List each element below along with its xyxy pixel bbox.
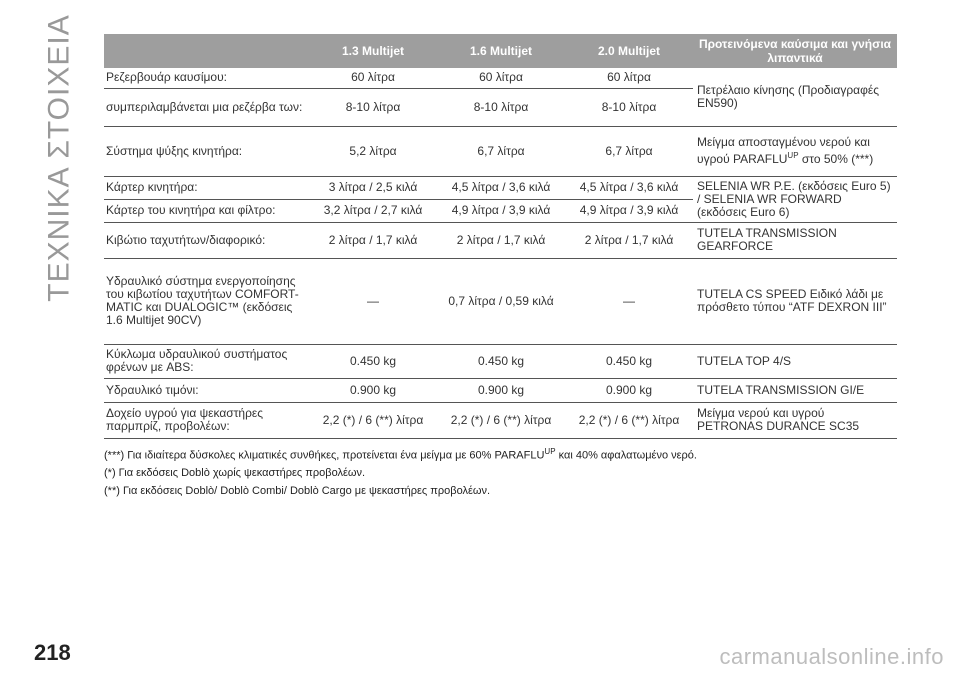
row-label: Κάρτερ του κινητήρα και φίλτρο: (104, 199, 309, 222)
value-1-6: 0,7 λίτρα / 0,59 κιλά (437, 258, 565, 344)
value-2-0: 6,7 λίτρα (565, 126, 693, 176)
table-row (104, 176, 897, 199)
row-label: Σύστημα ψύξης κινητήρα: (104, 126, 309, 176)
value-2-0: 0.900 kg (565, 378, 693, 402)
footnote-double-star: (**) Για εκδόσεις Doblò/ Doblò Combi/ Doblò Cargo με ψεκαστήρες προβολέων. (104, 485, 491, 498)
row-label: Κύκλωμα υδραυλικού συστήματος φρένων με ABS: (104, 344, 309, 378)
row-label: Ρεζερβουάρ καυσίμου: (104, 68, 309, 88)
row-label: Υδραυλικό τιμόνι: (104, 378, 309, 402)
header-blank (104, 34, 309, 68)
row-label: Κιβώτιο ταχυτήτων/διαφορικό: (104, 222, 309, 258)
footnote-1-ratio: και 40% αφαλατωμένο νερό. (555, 449, 697, 462)
value-1-6: 0.900 kg (437, 378, 565, 402)
value-1-3: 0.450 kg (309, 344, 437, 378)
value-1-6: 2 λίτρα / 1,7 κιλά (437, 222, 565, 258)
row-label: Υδραυλικό σύστημα ενεργοποίησης του κιβωτίου ταχυτήτων COMFORT-MATIC και DUALOGIC™ (εκδόσεις 1.6 Multijet 90CV) (104, 258, 309, 344)
table-row (104, 222, 897, 258)
page-number: 218 (34, 640, 71, 665)
value-1-6: 8-10 λίτρα (437, 88, 565, 126)
table-row (104, 344, 897, 378)
table-row (104, 258, 897, 344)
row-label: Κάρτερ κινητήρα: (104, 176, 309, 199)
value-2-0: 2 λίτρα / 1,7 κιλά (565, 222, 693, 258)
section-title-vertical (40, 13, 80, 302)
value-2-0: 4,5 λίτρα / 3,6 κιλά (565, 176, 693, 199)
value-1-3: 2 λίτρα / 1,7 κιλά (309, 222, 437, 258)
hydraulic-oil-spec: TUTELA CS SPEED Ειδικό λάδι με πρόσθετο τύπου “ATF DEXRON III” (693, 258, 897, 344)
steering-fluid-spec: TUTELA TRANSMISSION GI/E (693, 378, 897, 402)
brake-fluid-spec: TUTELA TOP 4/S (693, 344, 897, 378)
value-2-0: 2,2 (*) / 6 (**) λίτρα (565, 402, 693, 438)
value-1-3: 3 λίτρα / 2,5 κιλά (309, 176, 437, 199)
fuel-spec: Πετρέλαιο κίνησης (Προδιαγραφές EN590) (693, 68, 897, 126)
value-1-3: 3,2 λίτρα / 2,7 κιλά (309, 199, 437, 222)
coolant-spec-ratio: στο 50% (***) (798, 152, 874, 166)
paraflu-superscript: UP (787, 151, 799, 160)
footnotes (104, 443, 897, 501)
washer-fluid-spec: Μείγμα νερού και υγρού PETRONAS DURANCE SC35 (693, 402, 897, 438)
paraflu-superscript: UP (544, 446, 556, 456)
row-label: Δοχείο υγρού για ψεκαστήρες παρμπρίζ, προβολέων: (104, 402, 309, 438)
spec-content (104, 34, 897, 500)
value-1-6: 60 λίτρα (437, 68, 565, 88)
table-row (104, 378, 897, 402)
value-2-0: 0.450 kg (565, 344, 693, 378)
value-1-3: 8-10 λίτρα (309, 88, 437, 126)
value-1-6: 6,7 λίτρα (437, 126, 565, 176)
header-recommended-fuels: Προτεινόμενα καύσιμα και γνήσια λιπαντικά (693, 34, 897, 68)
table-row (104, 402, 897, 438)
value-1-6: 4,5 λίτρα / 3,6 κιλά (437, 176, 565, 199)
row-label: συμπεριλαμβάνεται μια ρεζέρβα των: (104, 88, 309, 126)
capacities-table (104, 34, 897, 439)
value-1-6: 4,9 λίτρα / 3,9 κιλά (437, 199, 565, 222)
engine-oil-spec: SELENIA WR P.E. (εκδόσεις Euro 5) / SELENIA WR FORWARD (εκδόσεις Euro 6) (693, 176, 897, 222)
coolant-spec-text: Μείγμα αποσταγμένου νερού και υγρού PARAFLU (697, 135, 870, 166)
value-2-0: — (565, 258, 693, 344)
value-2-0: 8-10 λίτρα (565, 88, 693, 126)
watermark: carmanualsonline.info (719, 644, 944, 669)
value-1-6: 0.450 kg (437, 344, 565, 378)
value-2-0: 4,9 λίτρα / 3,9 κιλά (565, 199, 693, 222)
value-1-3: — (309, 258, 437, 344)
value-1-6: 2,2 (*) / 6 (**) λίτρα (437, 402, 565, 438)
value-2-0: 60 λίτρα (565, 68, 693, 88)
value-1-3: 5,2 λίτρα (309, 126, 437, 176)
footnote-single-star: (*) Για εκδόσεις Doblò χωρίς ψεκαστήρες προβολέων. (104, 467, 366, 480)
table-row (104, 126, 897, 176)
section-title: ΤΕΧΝΙΚΑ ΣΤΟΙΧΕΙΑ (43, 13, 76, 302)
value-1-3: 60 λίτρα (309, 68, 437, 88)
table-header-row (104, 34, 897, 68)
header-2-0-multijet: 2.0 Multijet (565, 34, 693, 68)
table-row (104, 68, 897, 88)
coolant-spec (693, 126, 897, 176)
footnote-1-text: (***) Για ιδιαίτερα δύσκολες κλιματικές συνθήκες, προτείνεται ένα μείγμα με 60% PARAFLU (104, 449, 545, 462)
footnote-triple-star (104, 443, 897, 465)
header-1-6-multijet: 1.6 Multijet (437, 34, 565, 68)
gearbox-oil-spec: TUTELA TRANSMISSION GEARFORCE (693, 222, 897, 258)
header-1-3-multijet: 1.3 Multijet (309, 34, 437, 68)
value-1-3: 0.900 kg (309, 378, 437, 402)
value-1-3: 2,2 (*) / 6 (**) λίτρα (309, 402, 437, 438)
